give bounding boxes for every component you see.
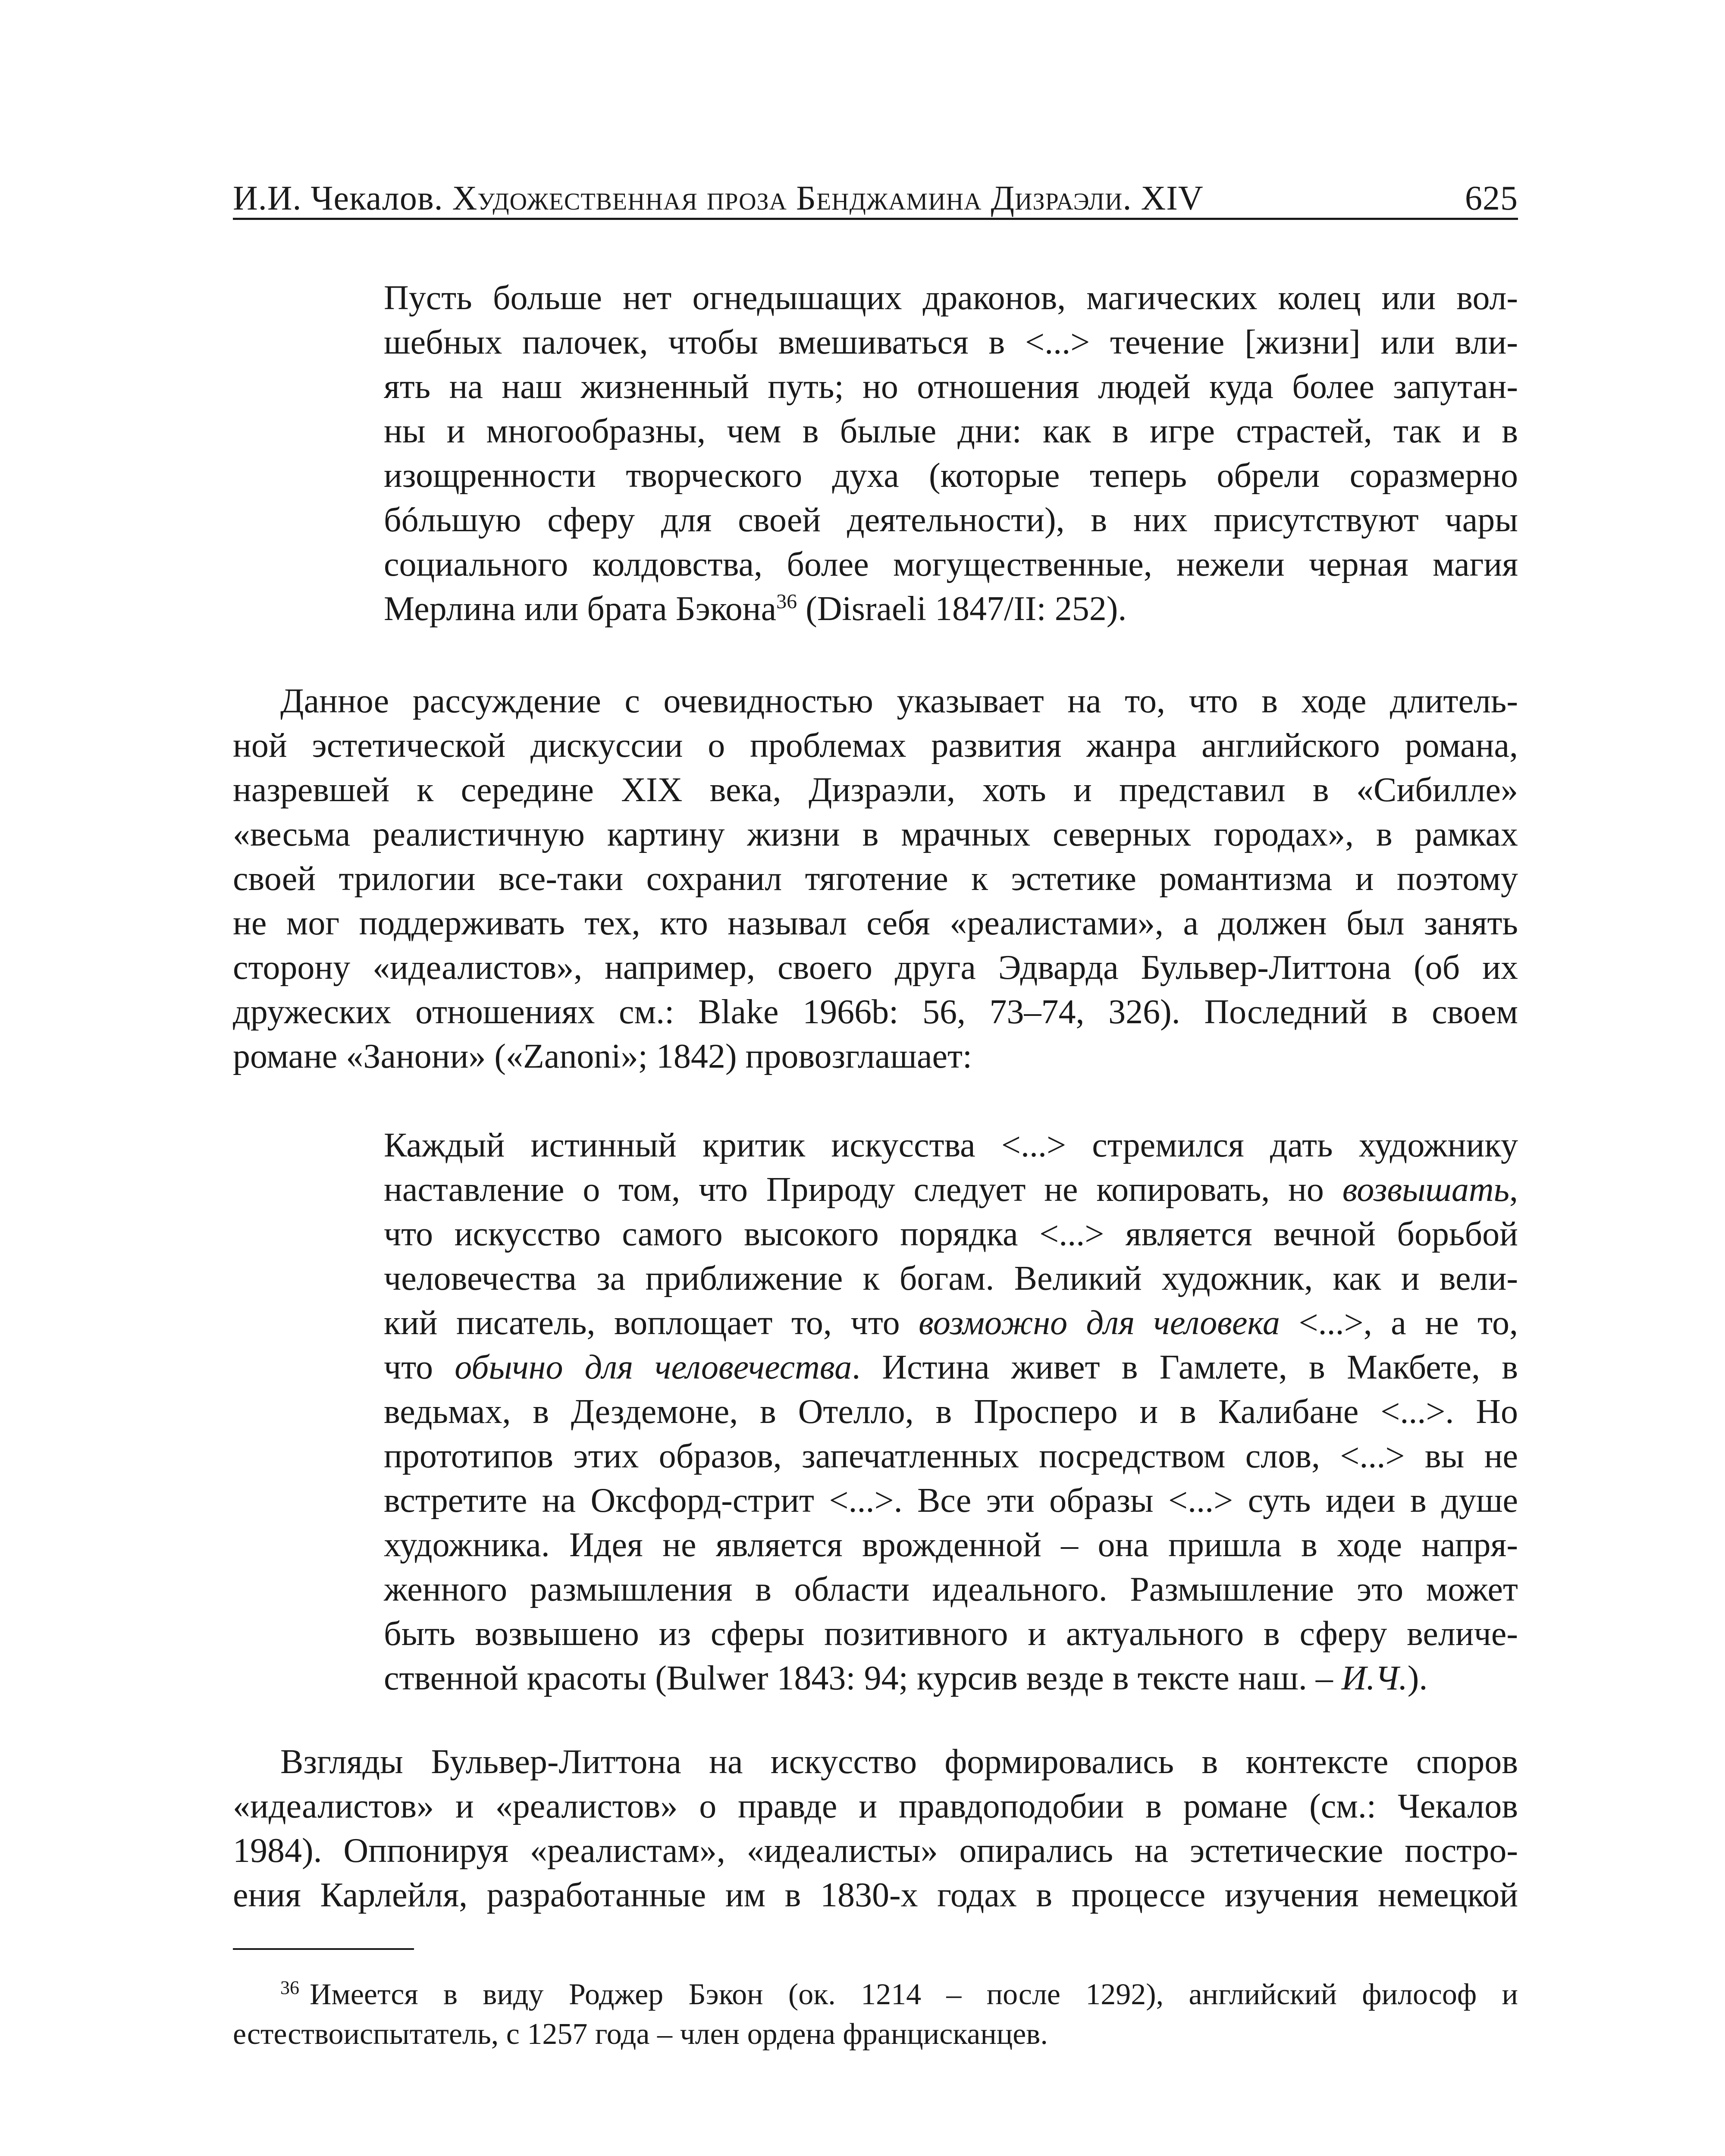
header-rule (233, 218, 1518, 220)
quote1-last-text: Мерлина или брата Бэкона (384, 590, 777, 628)
quote2-text: ственной красоты (Bulwer 1843: 94; курсив везде в тексте наш. – (384, 1659, 1342, 1697)
running-head-title (233, 181, 1204, 216)
paragraph1-line: дружеских отношениях см.: Blake 1966b: 56, 73–74, 326). Последний в своем (233, 993, 1518, 1031)
block-quote-1 (384, 276, 1518, 631)
quote1-line: Пусть больше нет огнедышащих драконов, магических колец или вол- (384, 279, 1518, 317)
paragraph2-line: ения Карлейля, разработанные им в 1830-х годах в процессе изучения немецкой (233, 1876, 1518, 1914)
quote2-emphasis: обычно для человечества (455, 1348, 852, 1386)
quote2-line: ведьмах, в Дездемоне, в Отелло, в Просперо и в Калибане <...>. Но (384, 1393, 1518, 1431)
body-paragraph-2 (233, 1740, 1518, 1918)
paragraph1-line: романе «Занони» («Zanoni»; 1842) провозглашает: (233, 1037, 972, 1075)
quote2-line: быть возвышено из сферы позитивного и актуального в сферу величе- (384, 1615, 1518, 1653)
quote2-text: , (1509, 1171, 1518, 1209)
quote2-text: наставление о том, что Природу следует не копировать, но (384, 1171, 1342, 1209)
quote2-line (384, 1345, 1518, 1390)
quote2-line (384, 1656, 1518, 1701)
footnote-line: естествоиспытатель, с 1257 года – член ордена францисканцев. (233, 2018, 1048, 2051)
footnote-number: 36 (280, 1977, 299, 1998)
paragraph1-line: своей трилогии все-таки сохранил тяготение к эстетике романтизма и поэтому (233, 860, 1518, 898)
paragraph1-line: «весьма реалистичную картину жизни в мрачных северных городах», в рамках (233, 815, 1518, 853)
block-quote-2 (384, 1123, 1518, 1701)
running-head (233, 160, 1518, 216)
paragraph1-line: сторону «идеалистов», например, своего друга Эдварда Бульвер-Литтона (об их (233, 949, 1518, 987)
footnote-line (233, 1975, 1518, 2015)
quote2-emphasis: возможно для человека (919, 1304, 1280, 1342)
quote2-line (384, 1168, 1518, 1212)
quote2-text: <...>, а не то, (1280, 1304, 1518, 1342)
paragraph1-line: назревшей к середине XIX века, Дизраэли, хоть и представил в «Сибилле» (233, 771, 1518, 809)
footnote-36 (233, 1975, 1518, 2054)
quote1-line: ять на наш жизненный путь; но отношения людей куда более запутан- (384, 368, 1518, 406)
running-head-author: И.И. Чекалов. (233, 179, 443, 217)
quote2-line: Каждый истинный критик искусства <...> стремился дать художнику (384, 1126, 1518, 1164)
footnote-rule (233, 1948, 414, 1950)
paragraph1-line: Данное рассуждение с очевидностью указывает на то, что в ходе длитель- (280, 682, 1518, 720)
quote2-line: женного размышления в области идеального. Размышление это может (384, 1570, 1518, 1608)
footnote-ref-36[interactable]: 36 (776, 590, 797, 613)
page-number: 625 (1465, 179, 1518, 217)
quote1-line: социального колдовства, более могущественные, нежели черная магия (384, 545, 1518, 583)
paragraph2-line: «идеалистов» и «реалистов» о правде и правдоподобии в романе (см.: Чекалов (233, 1787, 1518, 1825)
quote2-text: . Истина живет в Гамлете, в Макбете, в (852, 1348, 1518, 1386)
quote1-last-line (384, 587, 1518, 631)
paragraph1-line: не мог поддерживать тех, кто называл себя «реалистами», а должен был занять (233, 904, 1518, 942)
quote2-text: ). (1407, 1659, 1428, 1697)
quote2-emphasis: возвышать (1342, 1171, 1509, 1209)
paragraph1-line: ной эстетической дискуссии о проблемах развития жанра английского романа, (233, 727, 1518, 765)
quote2-line: художника. Идея не является врожденной – она пришла в ходе напря- (384, 1526, 1518, 1564)
quote2-line: встретите на Оксфорд-стрит <...>. Все эти образы <...> суть идеи в душе (384, 1482, 1518, 1520)
quote2-text: что (384, 1348, 455, 1386)
quote2-line: человечества за приближение к богам. Великий художник, как и вели- (384, 1260, 1518, 1297)
quote1-line: бóльшую сферу для своей деятельности), в них присутствуют чары (384, 501, 1518, 539)
quote2-line: прототипов этих образов, запечатленных посредством слов, <...> вы не (384, 1437, 1518, 1475)
quote1-line: шебных палочек, чтобы вмешиваться в <...> течение [жизни] или вли- (384, 323, 1518, 361)
quote2-line (384, 1301, 1518, 1345)
quote1-citation: (Disraeli 1847/II: 252). (797, 590, 1127, 628)
quote2-emphasis: И.Ч. (1341, 1659, 1408, 1697)
body-paragraph-1 (233, 679, 1518, 1079)
paragraph2-line: Взгляды Бульвер-Литтона на искусство формировались в контексте споров (280, 1743, 1518, 1781)
paragraph2-line: 1984). Оппонируя «реалистам», «идеалисты» опирались на эстетические постро- (233, 1832, 1518, 1870)
quote1-line: ны и многообразны, чем в былые дни: как в игре страстей, так и в (384, 412, 1518, 450)
quote1-line: изощренности творческого духа (которые теперь обрели соразмерно (384, 457, 1518, 495)
footnote-text: Имеется в виду Роджер Бэкон (ок. 1214 – после 1292), английский философ и (310, 1978, 1518, 2011)
quote2-text: кий писатель, воплощает то, что (384, 1304, 919, 1342)
running-head-book-title: Художественная проза Бенджамина Дизраэли. XIV (452, 179, 1204, 217)
quote2-line: что искусство самого высокого порядка <...> является вечной борьбой (384, 1215, 1518, 1253)
